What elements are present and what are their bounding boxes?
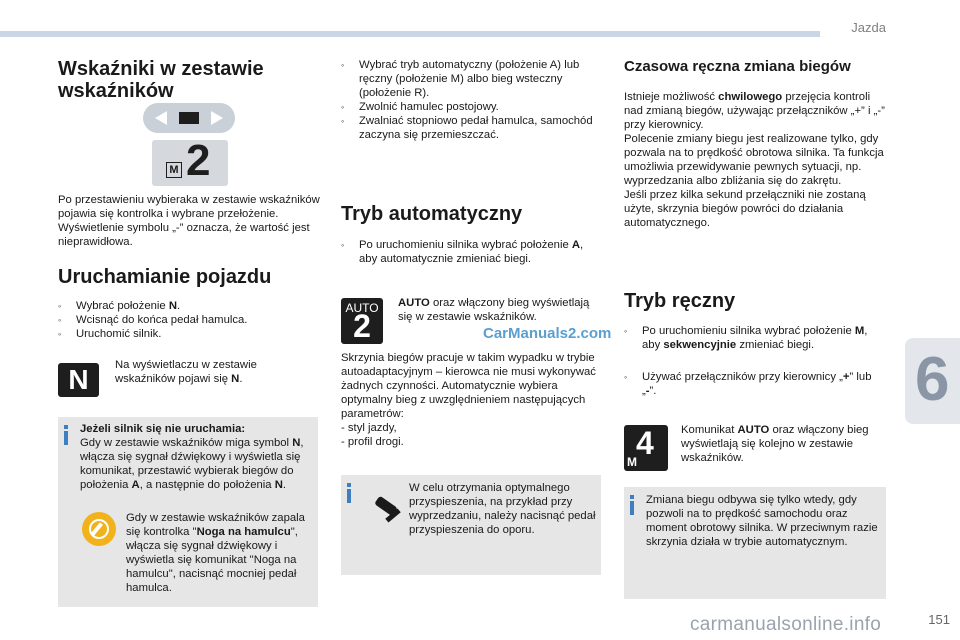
info-icon [64, 425, 72, 445]
manual-display-icon: 4 M [624, 425, 668, 471]
list-item: ◦ Używać przełączników przy kierownicy „+” lub „-”. [624, 371, 872, 397]
n-display-icon: N [58, 363, 99, 397]
list-item: ◦ Uruchomić silnik. [58, 328, 162, 340]
info-icon [347, 483, 355, 503]
mode-select-bullets [341, 58, 603, 142]
gear-number: 2 [186, 136, 211, 185]
auto-bullets [341, 238, 603, 266]
chapter-tab [905, 338, 960, 424]
chapter-title: Jazda [851, 20, 886, 35]
header-bar [0, 31, 820, 37]
temporary-manual-text: Istnieje możliwość chwilowego przejęcia kontroli nad zmianą biegów, używając przełączników „+” i „-” przy kierownicy. Polecenie zmiany biegu jest realizowane tylko, gdy pozwala na to prędkość obrotowa silnika. Ta funkcja umożliwia przewidywanie pewnych sytuacji, np. wyprzedzania albo zbliżania się do zakrętu. Jeśli przez kilka sekund przełączniki nie zostaną użyte, skrzynia biegów powróci do działania automatycznego. [624, 91, 885, 229]
auto-display-icon: AUTO 2 [341, 298, 383, 344]
selector-knob-icon [179, 112, 199, 124]
mode-m-icon: M [166, 162, 182, 178]
acceleration-tip-text: W celu otrzymania optymalnego przyspieszenia, na przykład przy wyprzedzaniu, należy nacisnąć pedał przyspieszenia do oporu. [409, 482, 596, 536]
footer-watermark: carmanualsonline.info [690, 614, 882, 635]
n-display-text: Na wyświetlaczu w zestawie wskaźników pojawi się N. [115, 359, 257, 385]
info-box-engine [58, 417, 318, 607]
list-item: ◦ Po uruchomieniu silnika wybrać położenie M, aby sekwencyjnie zmieniać biegi. [624, 325, 868, 351]
auto-display-text: AUTO oraz włączony bieg wyświetlają się w zestawie wskaźników. [398, 297, 590, 323]
start-bullets [58, 299, 320, 341]
section-heading-indicators: Wskaźniki w zestawie wskaźników [58, 58, 264, 102]
list-item: ◦ Po uruchomieniu silnika wybrać położenie A, aby automatycznie zmieniać biegi. [341, 239, 584, 265]
page-number: 151 [928, 612, 950, 627]
auto-paragraph: Skrzynia biegów pracuje w takim wypadku w trybie autoadaptacyjnym – kierowca nie musi wykonywać żadnych czynności. Automatycznie wybiera optymalny bieg z uwzględnieniem następujących parametrów: - styl jazdy, - profil drogi. [341, 352, 596, 448]
arrow-right-icon [211, 111, 223, 125]
manual-display-text: Komunikat AUTO oraz włączony bieg wyświetlają się kolejno w zestawie wskaźników. [681, 424, 869, 464]
list-item: ◦ Zwolnić hamulec postojowy. [341, 101, 499, 113]
section-heading-temporary-manual: Czasowa ręczna zmiana biegów [624, 58, 851, 75]
list-item: ◦ Zwalniać stopniowo pedał hamulca, samochód zaczyna się przemieszczać. [341, 115, 593, 141]
list-item: ◦ Wcisnąć do końca pedał hamulca. [58, 314, 248, 326]
chapter-number: 6 [915, 345, 950, 414]
accelerator-foot-icon [373, 495, 403, 525]
section-heading-start: Uruchamianie pojazdu [58, 266, 272, 288]
manual-info-text: Zmiana biegu odbywa się tylko wtedy, gdy pozwoli na to prędkość samochodu oraz moment obrotowy silnika. W przeciwnym razie skrzynia działa w trybie automatycznym. [646, 494, 878, 548]
list-item: ◦ Wybrać położenie N. [58, 300, 181, 312]
info-icon [630, 495, 638, 515]
manual-bullets [624, 324, 886, 398]
info-box-manual [624, 487, 886, 599]
info-box-acceleration [341, 475, 601, 575]
gear-selector-illustration [143, 103, 235, 133]
section-heading-manual: Tryb ręczny [624, 290, 736, 312]
foot-on-brake-icon [82, 512, 116, 546]
indicators-paragraph: Po przestawieniu wybieraka w zestawie wskaźników pojawia się kontrolka i wybrane przełożenie. Wyświetlenie symbolu „-” oznacza, że wartość jest nieprawidłowa. [58, 194, 320, 248]
section-heading-auto: Tryb automatyczny [341, 203, 523, 225]
watermark: CarManuals2.com [483, 325, 612, 342]
list-item: ◦ Wybrać tryb automatyczny (położenie A) lub ręczny (położenie M) albo bieg wsteczny (położenie R). [341, 59, 580, 99]
info-engine-text: Jeżeli silnik się nie uruchamia: Gdy w zestawie wskaźników miga symbol N, włącza się sygnał dźwiękowy i wyświetla się komunikat, przestawić wybierak biegów do położenia A, a następnie do położenia N. [80, 423, 304, 491]
gear-display-illustration [152, 136, 228, 186]
arrow-left-icon [155, 111, 167, 125]
brake-warning-text: Gdy w zestawie wskaźników zapala się kontrolka "Noga na hamulcu", włącza się sygnał dźwiękowy i wyświetla się komunikat "Noga na hamulcu", nacisnąć mocniej pedał hamulca. [126, 512, 305, 594]
